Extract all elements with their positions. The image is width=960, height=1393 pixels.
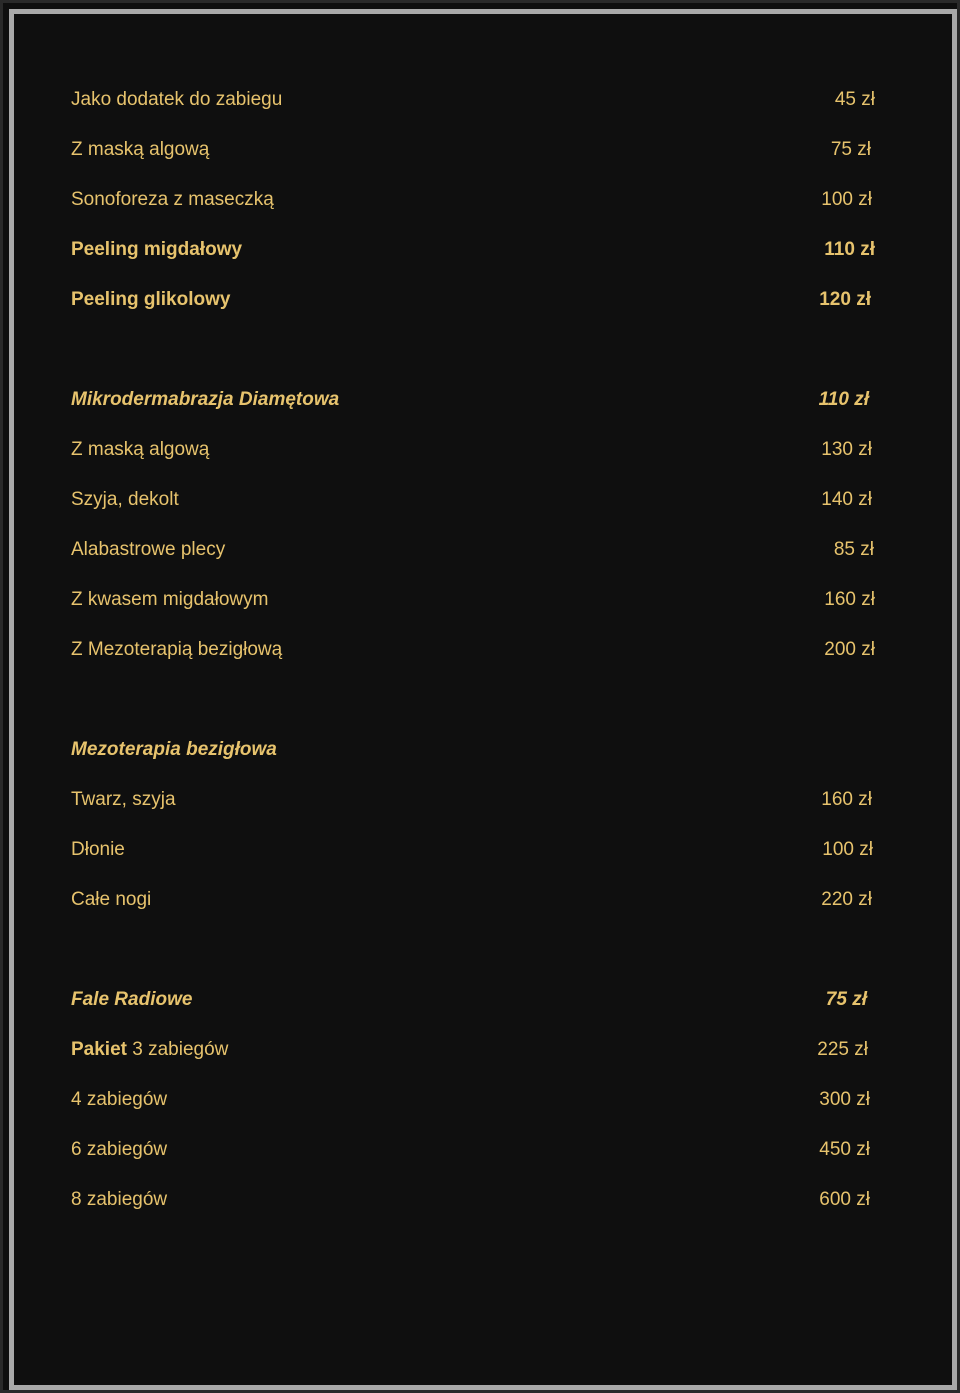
service-price: 85 zł	[833, 539, 874, 560]
price-row	[71, 485, 875, 515]
section-title-price: 110 zł	[818, 389, 869, 410]
price-row	[71, 185, 875, 215]
service-price: 450 zł	[819, 1139, 870, 1160]
service-label: 4 zabiegów	[71, 1089, 168, 1110]
section-title-row	[71, 735, 875, 765]
price-row	[71, 1035, 875, 1065]
service-price: 160 zł	[824, 589, 875, 610]
price-row	[71, 285, 875, 315]
service-label: Jako dodatek do zabiegu	[71, 89, 283, 110]
service-label: Z kwasem migdałowym	[71, 589, 269, 610]
price-row	[71, 1185, 875, 1215]
service-price: 100 zł	[822, 839, 873, 860]
section-title-row	[71, 385, 875, 415]
service-price: 75 zł	[830, 139, 871, 160]
price-row	[71, 1135, 875, 1165]
service-label: Z maską algową	[71, 139, 210, 160]
section-title: Fale Radiowe	[71, 989, 193, 1010]
service-price: 600 zł	[819, 1189, 870, 1210]
price-row	[71, 585, 875, 615]
price-row	[71, 135, 875, 165]
service-label: Szyja, dekolt	[71, 489, 179, 510]
price-row	[71, 885, 875, 915]
price-row	[71, 785, 875, 815]
service-price: 220 zł	[821, 889, 872, 910]
service-price: 130 zł	[821, 439, 872, 460]
service-label: Peeling migdałowy	[71, 239, 243, 260]
service-price: 140 zł	[821, 489, 872, 510]
package-count: 3 zabiegów	[132, 1039, 229, 1060]
service-label: Sonoforeza z maseczką	[71, 189, 274, 210]
service-price: 300 zł	[819, 1089, 870, 1110]
price-row	[71, 535, 875, 565]
price-row	[71, 835, 875, 865]
price-row	[71, 635, 875, 665]
price-row	[71, 85, 875, 115]
service-price: 45 zł	[834, 89, 875, 110]
service-price: 120 zł	[819, 289, 871, 310]
service-label	[71, 1035, 228, 1065]
price-row	[71, 1085, 875, 1115]
price-row	[71, 435, 875, 465]
page-inner-border	[9, 9, 957, 1390]
service-price: 160 zł	[821, 789, 872, 810]
section-title-row	[71, 985, 875, 1015]
service-label: Dłonie	[71, 839, 125, 860]
package-label: Pakiet	[71, 1039, 127, 1060]
service-price: 225 zł	[817, 1039, 868, 1060]
service-label: Całe nogi	[71, 889, 152, 910]
service-price: 110 zł	[824, 239, 875, 260]
service-label: Z maską algową	[71, 439, 210, 460]
section-title: Mezoterapia bezigłowa	[71, 739, 277, 760]
section-title: Mikrodermabrazja Diamętowa	[71, 389, 340, 410]
service-label: 8 zabiegów	[71, 1189, 168, 1210]
service-label: 6 zabiegów	[71, 1139, 168, 1160]
price-row	[71, 235, 875, 265]
service-label: Twarz, szyja	[71, 789, 176, 810]
section-title-price: 75 zł	[825, 989, 867, 1010]
service-label: Peeling glikolowy	[71, 289, 231, 310]
service-label: Alabastrowe plecy	[71, 539, 226, 560]
service-price: 100 zł	[821, 189, 872, 210]
service-price: 200 zł	[824, 639, 875, 660]
service-label: Z Mezoterapią bezigłową	[71, 639, 283, 660]
